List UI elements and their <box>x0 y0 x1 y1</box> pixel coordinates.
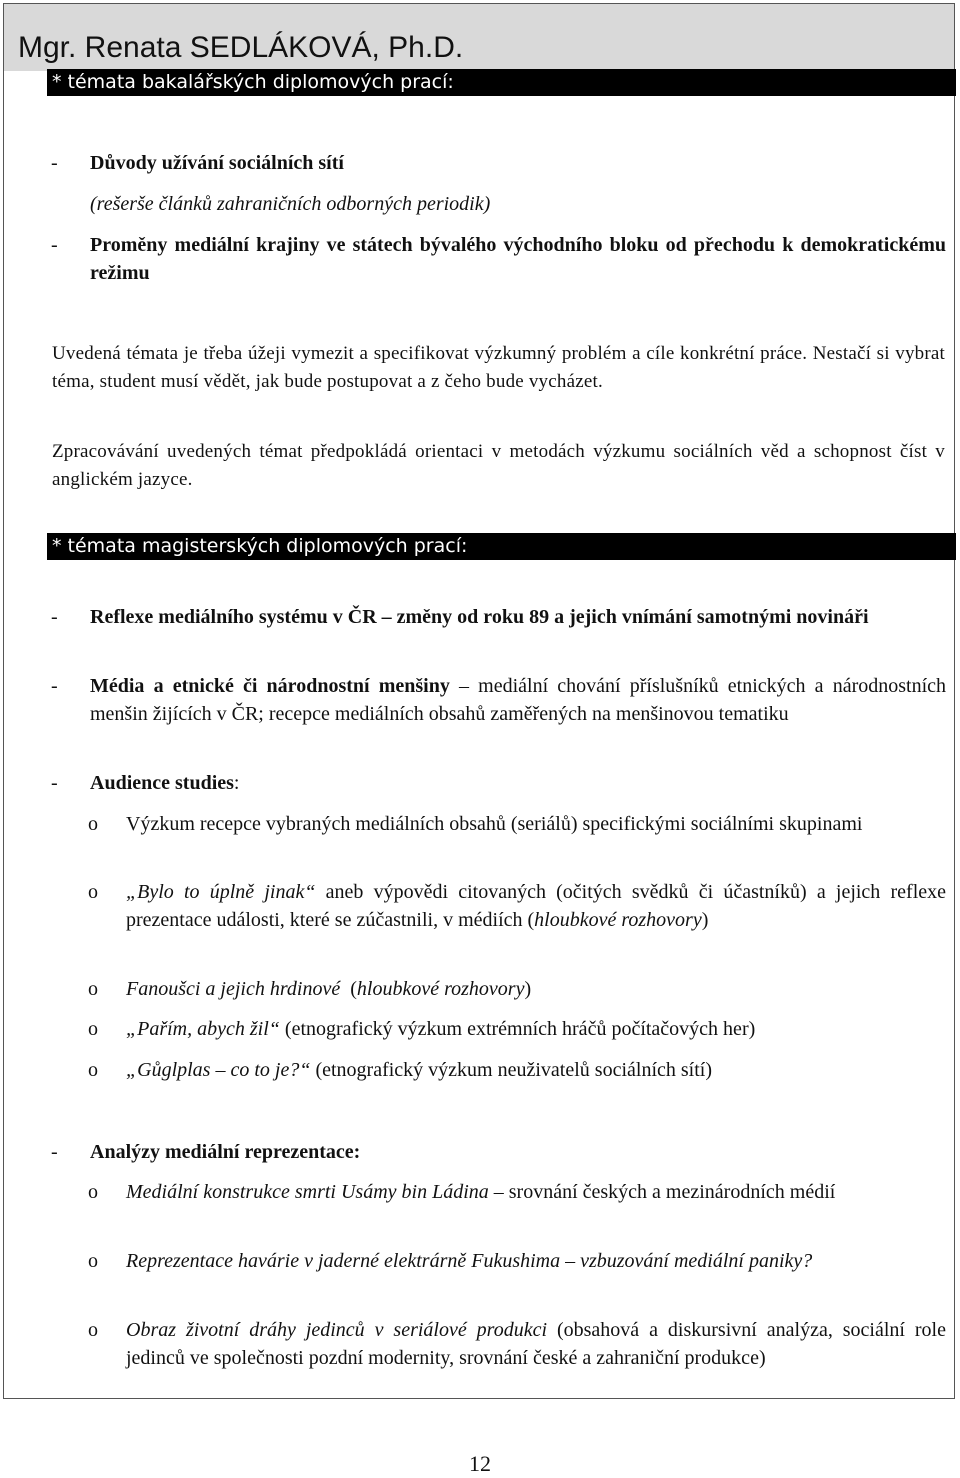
audience-subtopic-3 <box>88 975 946 1003</box>
master-topics-heading: * témata magisterských diplomových prací: <box>47 533 956 560</box>
subtopic-title: Mediální konstrukce smrti Usámy bin Ládina <box>126 1181 489 1203</box>
subtopic-text: Výzkum recepce vybraných mediálních obsahů (seriálů) specifickými sociálními skupinami <box>126 813 863 835</box>
master-topic-1 <box>51 603 946 631</box>
topic-title: Důvody užívání sociálních sítí <box>90 152 344 174</box>
bachelor-topics-heading: * témata bakalářských diplomových prací: <box>47 69 956 96</box>
master-topic-2 <box>51 672 946 728</box>
audience-subtopic-4 <box>88 1015 946 1043</box>
subtopic-text: (etnografický výzkum neuživatelů sociálních sítí) <box>310 1059 712 1081</box>
subtopic-text: ( <box>340 978 357 1000</box>
subtopic-title: Fanoušci a jejich hrdinové <box>126 978 341 1000</box>
bullet-o: o <box>88 1250 98 1272</box>
list-dash: - <box>51 152 58 174</box>
subtopic-title: „Gůglplas – co to je?“ <box>126 1059 311 1081</box>
subtopic-method: hloubkové rozhovory <box>356 978 525 1000</box>
topic-title: Audience studies <box>90 772 234 794</box>
list-dash: - <box>51 1141 58 1163</box>
representation-subtopic-2 <box>88 1247 946 1275</box>
subtopic-title: „Bylo to úplně jinak“ <box>126 881 316 903</box>
list-dash: - <box>51 234 58 256</box>
bachelor-topic-1-note <box>51 190 946 218</box>
subtopic-text: – srovnání českých a mezinárodních médií <box>488 1181 836 1203</box>
list-dash: - <box>51 772 58 794</box>
subtopic-title: Reprezentace havárie v jaderné elektrárně Fukushima – vzbuzování mediální paniky? <box>126 1250 813 1272</box>
topic-description: – mediální chování příslušníků etnických a národnostních menšin žijících v ČR; recepce mediálních obsahů zaměřených na menšinovou tematiku <box>90 675 947 725</box>
list-dash: - <box>51 675 58 697</box>
topic-title: Proměny mediální krajiny ve státech bývalého východního bloku od přechodu k demokratickému režimu <box>90 234 946 284</box>
bullet-o: o <box>88 1018 98 1040</box>
bullet-o: o <box>88 1319 98 1341</box>
topic-title: Reflexe mediálního systému v ČR – změny od roku 89 a jejich vnímání samotnými novináři <box>90 606 869 628</box>
subtopic-close: ) <box>701 909 709 931</box>
audience-subtopic-5 <box>88 1056 946 1084</box>
subtopic-close: ) <box>524 978 532 1000</box>
page-title: Mgr. Renata SEDLÁKOVÁ, Ph.D. <box>18 31 464 64</box>
audience-subtopic-1 <box>88 810 946 838</box>
representation-subtopic-3 <box>88 1316 946 1372</box>
subtopic-text: aneb výpovědi citovaných (očitých svědků či účastníků) a jejich reflexe prezentace události, které se zúčastnili, v médiích ( <box>126 881 946 931</box>
subtopic-method: hloubkové rozhovory <box>534 909 702 931</box>
topic-title: Média a etnické či národnostní menšiny <box>90 675 450 697</box>
subtopic-title: „Pařím, abych žil“ <box>126 1018 280 1040</box>
topic-note: (rešerše článků zahraničních odborných periodik) <box>90 193 491 215</box>
topic-title: Analýzy mediální reprezentace: <box>90 1141 361 1163</box>
audience-subtopic-2 <box>88 878 946 934</box>
master-topic-3 <box>51 769 946 797</box>
bullet-o: o <box>88 881 98 903</box>
bachelor-topic-1 <box>51 149 946 177</box>
bullet-o: o <box>88 1059 98 1081</box>
bullet-o: o <box>88 978 98 1000</box>
bachelor-note-paragraph-1: Uvedená témata je třeba úžeji vymezit a specifikovat výzkumný problém a cíle konkrétní práce. Nestačí si vybrat téma, student musí vědět, jak bude postupovat a z čeho bude vycházet. <box>52 343 945 392</box>
subtopic-text: (etnografický výzkum extrémních hráčů počítačových her) <box>279 1018 756 1040</box>
topic-colon: : <box>233 772 240 794</box>
list-dash: - <box>51 606 58 628</box>
title-band <box>4 4 954 71</box>
bullet-o: o <box>88 1181 98 1203</box>
subtopic-title: Obraz životní dráhy jedinců v seriálové produkci <box>126 1319 548 1341</box>
subtopic-text: (obsahová a diskursivní analýza, sociální role jedinců ve společnosti pozdní modernity, srovnání české a zahraniční produkce) <box>126 1319 946 1369</box>
bachelor-note-paragraph-2: Zpracovávání uvedených témat předpokládá orientaci v metodách výzkumu sociálních věd a schopnost číst v anglickém jazyce. <box>52 441 945 490</box>
bachelor-topic-2 <box>51 231 946 287</box>
master-topic-4 <box>51 1138 946 1166</box>
bullet-o: o <box>88 813 98 835</box>
representation-subtopic-1 <box>88 1178 946 1206</box>
page-number: 12 <box>469 1451 491 1476</box>
